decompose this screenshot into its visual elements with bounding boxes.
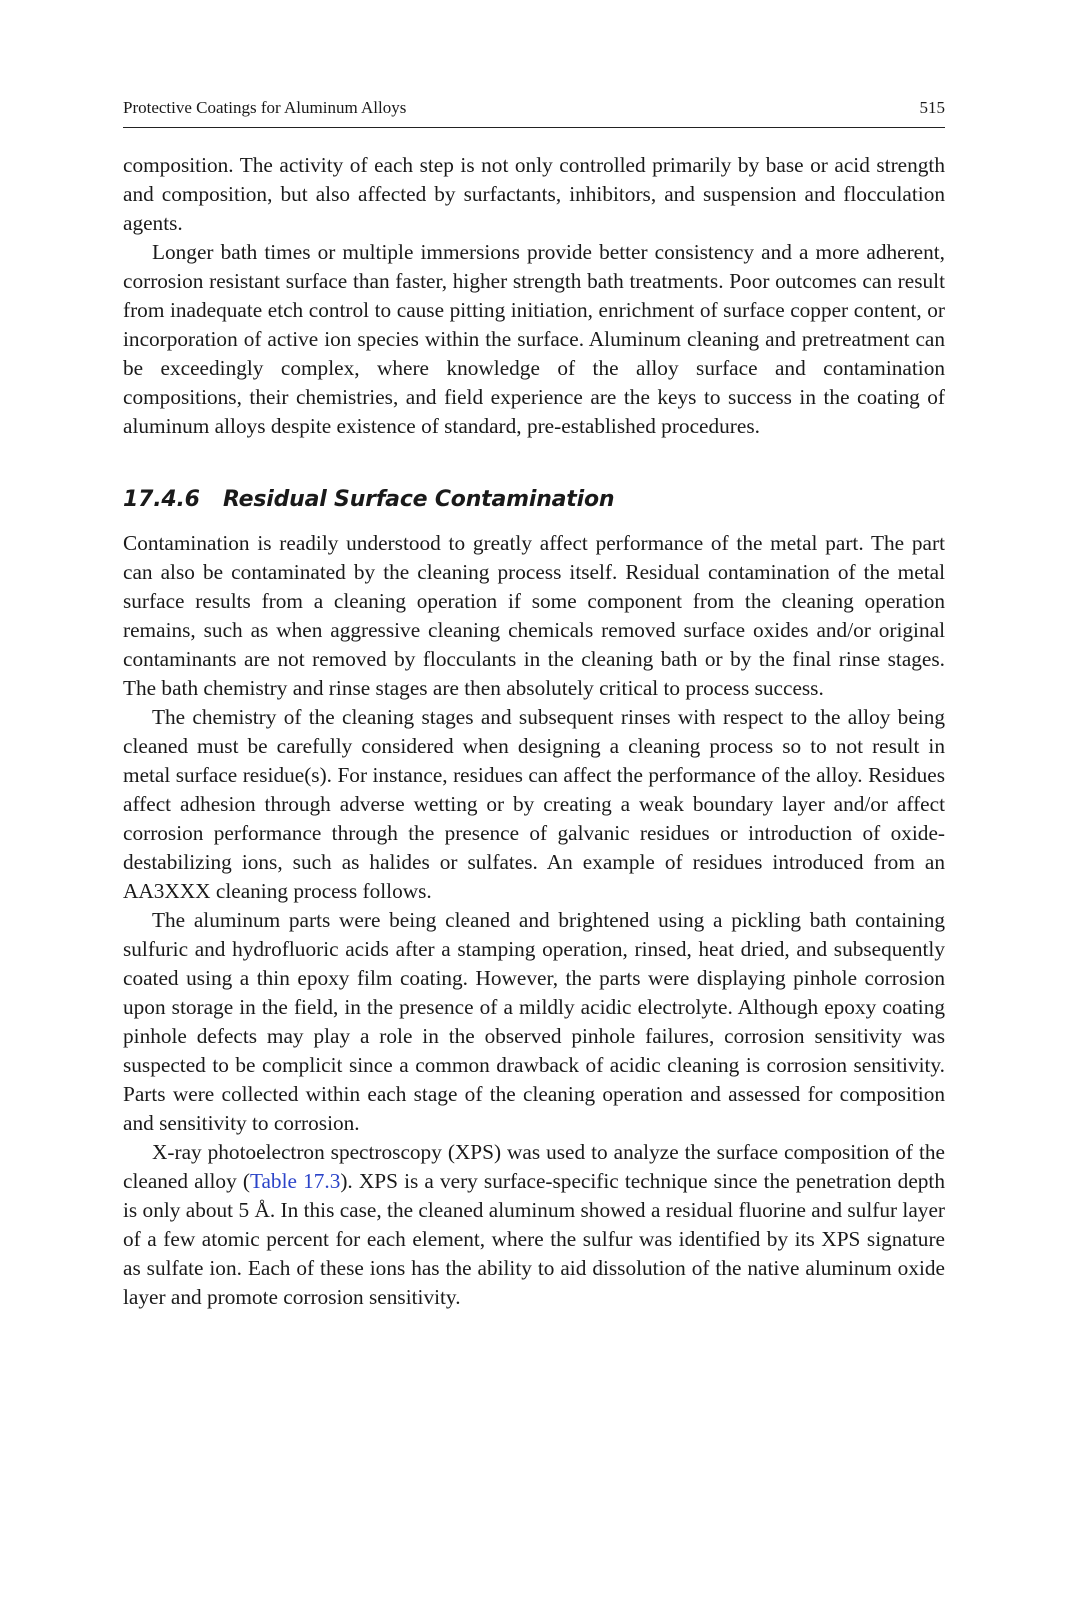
paragraph: composition. The activity of each step is not only controlled primarily by base or acid strength and composition, but also affected by surfactants, inhibitors, and suspension and flocculation agents. [123, 153, 945, 235]
running-header [123, 98, 945, 128]
section-number: 17.4.6 [123, 487, 200, 512]
section-heading [123, 485, 945, 514]
section-title: Residual Surface Contamination [223, 487, 615, 512]
table-link[interactable]: Table 17.3 [249, 1169, 341, 1193]
paragraph-xps [123, 1138, 945, 1312]
paragraph-text: ). XPS is a very surface-specific technique since the penetration depth is only about 5 Å. In this case, the cleaned aluminum showed a residual fluorine and sulfur layer of a few atomic percent for each element, where the sulfur was identified by its XPS signature as sulfate ion. Each of these ions has the ability to aid dissolution of the native aluminum oxide layer and promote corrosion sensitivity. [123, 1169, 945, 1309]
paragraph: The aluminum parts were being cleaned and brightened using a pickling bath containing sulfuric and hydrofluoric acids after a stamping operation, rinsed, heat dried, and subsequently coated using a thin epoxy film coating. However, the parts were displaying pinhole corrosion upon storage in the field, in the presence of a mildly acidic electrolyte. Although epoxy coating pinhole defects may play a role in the observed pinhole failures, corrosion sensitivity was suspected to be complicit since a common drawback of acidic cleaning is corrosion sensitivity. Parts were collected within each stage of the cleaning operation and assessed for composition and sensitivity to corrosion. [123, 908, 945, 1135]
paragraph: Contamination is readily understood to greatly affect performance of the metal part. The part can also be contaminated by the cleaning process itself. Residual contamination of the metal surface results from a cleaning operation if some component from the cleaning operation remains, such as when aggressive cleaning chemicals removed surface oxides and/or original contaminants are not removed by flocculants in the cleaning bath or by the final rinse stages. The bath chemistry and rinse stages are then absolutely critical to process success. [123, 531, 945, 700]
body-text [123, 151, 945, 1312]
paragraph-text: X-ray photoelectron spectroscopy (XPS) was used to analyze the surface composition of the cleaned alloy ( [123, 1140, 945, 1193]
paragraph: Longer bath times or multiple immersions provide better consistency and a more adherent, corrosion resistant surface than faster, higher strength bath treatments. Poor outcomes can result from inadequate etch control to cause pitting initiation, enrichment of surface copper content, or incorporation of active ion species within the surface. Aluminum cleaning and pretreatment can be exceedingly complex, where knowledge of the alloy surface and contamination compositions, their chemistries, and field experience are the keys to success in the coating of aluminum alloys despite existence of standard, pre-established procedures. [123, 240, 945, 438]
page-number: 515 [919, 98, 945, 117]
paragraph: The chemistry of the cleaning stages and subsequent rinses with respect to the alloy being cleaned must be carefully considered when designing a cleaning process so to not result in metal surface residue(s). For instance, residues can affect the performance of the alloy. Residues affect adhesion through adverse wetting or by creating a weak boundary layer and/or affect corrosion performance through the presence of galvanic residues or introduction of oxide-destabilizing ions, such as halides or sulfates. An example of residues introduced from an AA3XXX cleaning process follows. [123, 705, 945, 903]
running-title: Protective Coatings for Aluminum Alloys [123, 98, 407, 117]
page [123, 98, 945, 1312]
